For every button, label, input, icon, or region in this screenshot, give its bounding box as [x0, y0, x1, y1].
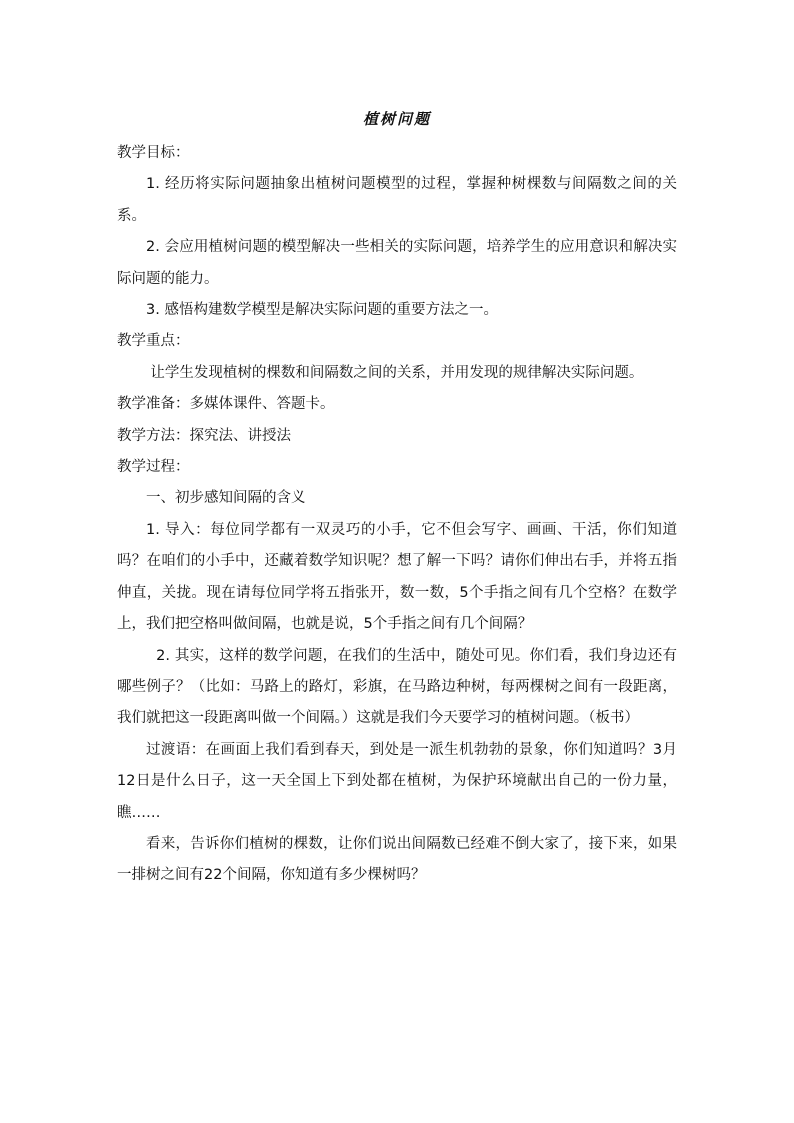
section-heading-key-points: 教学重点： [117, 333, 190, 350]
key-point-paragraph: 让学生发现植树的棵数和间隔数之间的关系，并用发现的规律解决实际问题。 [150, 364, 644, 381]
section-heading-process: 教学过程： [117, 459, 190, 476]
method-line: 教学方法：探究法、讲授法 [117, 427, 291, 444]
transition-paragraph: 过渡语：在画面上我们看到春天，到处是一派生机勃勃的景象，你们知道吗？3月12日是什么日子，这一天全国上下到处都在植树，为保护环境献出自己的一份力量，瞧…… [117, 741, 677, 821]
objective-item-1: 1. 经历将实际问题抽象出植树问题模型的过程，掌握种树棵数与间隔数之间的关系。 [117, 176, 677, 224]
objective-item-3: 3. 感悟构建数学模型是解决实际问题的重要方法之一。 [146, 302, 498, 319]
document-title: 植树问题 [362, 110, 431, 128]
preparation-line: 教学准备：多媒体课件、答题卡。 [117, 396, 335, 413]
process-subheading-1: 一、初步感知间隔的含义 [146, 490, 306, 507]
process-paragraph-intro: 1. 导入：每位同学都有一双灵巧的小手，它不但会写字、画画、干活，你们知道吗？在咱们的小手中，还藏着数学知识呢？想了解一下吗？请你们伸出右手，并将五指伸直，关拢。现在请每位同学将五指张开，数一数，5个手指之间有几个空格？在数学上，我们把空格叫做间隔，也就是说，5个手指之间有几个间隔？ [117, 521, 677, 633]
question-paragraph: 看来，告诉你们植树的棵数，让你们说出间隔数已经难不倒大家了，接下来，如果一排树之间有22个间隔，你知道有多少棵树吗？ [117, 835, 677, 884]
process-paragraph-examples: 2. 其实，这样的数学问题，在我们的生活中，随处可见。你们看，我们身边还有哪些例子？（比如：马路上的路灯，彩旗，在马路边种树，每两棵树之间有一段距离，我们就把这一段距离叫做一个间隔。）这就是我们今天要学习的植树问题。（板书） [117, 647, 677, 727]
section-heading-objectives: 教学目标： [117, 145, 190, 161]
objective-item-2: 2. 会应用植树问题的模型解决一些相关的实际问题，培养学生的应用意识和解决实际问题的能力。 [117, 239, 677, 287]
document-body [117, 138, 677, 892]
